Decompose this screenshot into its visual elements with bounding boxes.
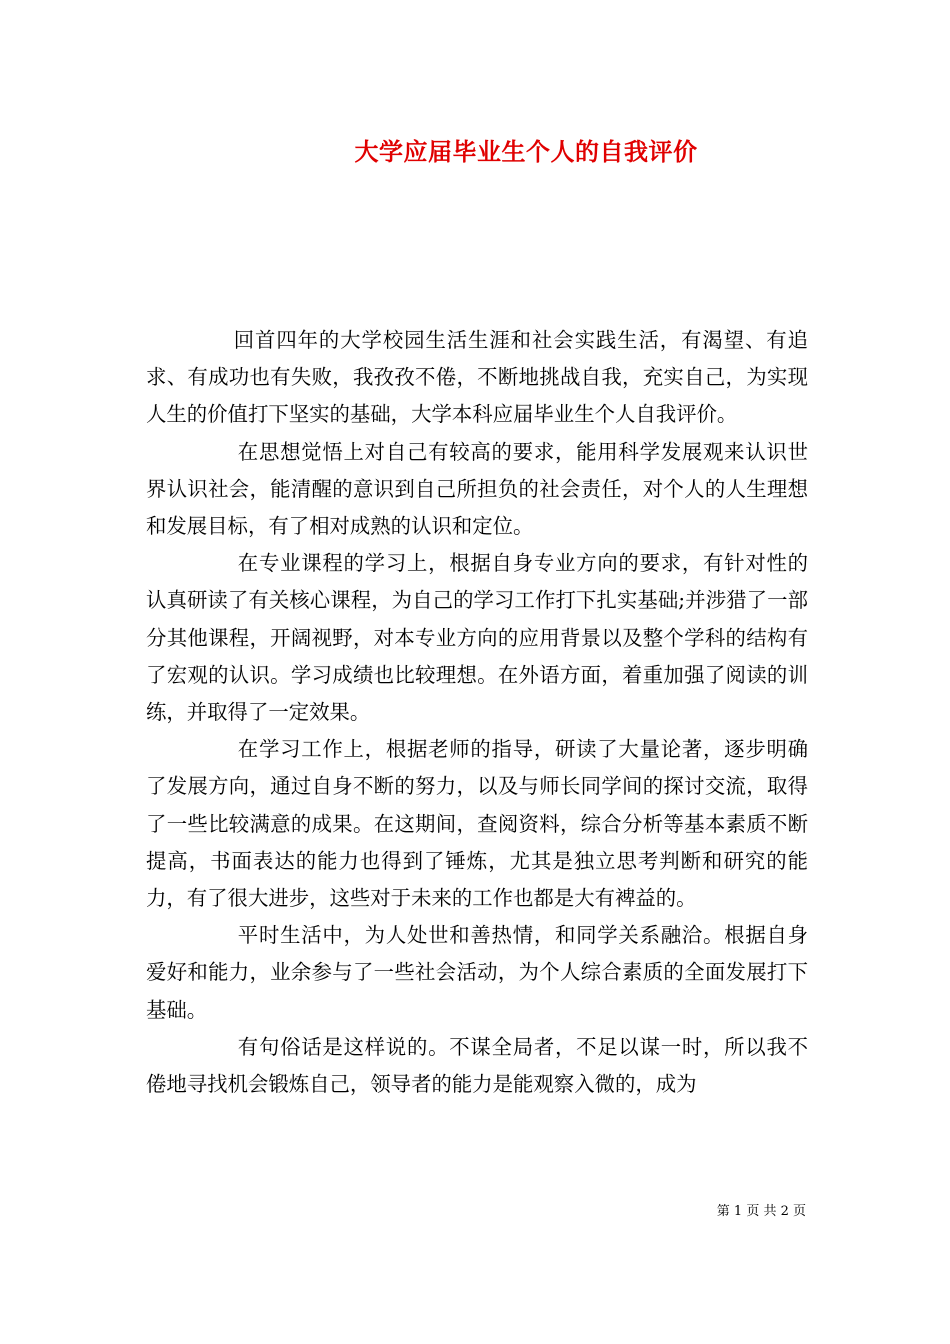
paragraph-3: 在专业课程的学习上，根据自身专业方向的要求，有针对性的认真研读了有关核心课程，为自己的学习工作打下扎实基础;并涉猎了一部分其他课程，开阔视野，对本专业方向的应用背景以及整个学科的结构有了宏观的认识。学习成绩也比较理想。在外语方面，着重加强了阅读的训练，并取得了一定效果。 bbox=[146, 551, 808, 725]
document-body bbox=[146, 322, 808, 1103]
paragraph-5: 平时生活中，为人处世和善热情，和同学关系融洽。根据自身爱好和能力，业余参与了一些社会活动，为个人综合素质的全面发展打下基础。 bbox=[146, 923, 808, 1022]
paragraph-1: 回首四年的大学校园生活生涯和社会实践生活，有渴望、有追求、有成功也有失败，我孜孜不倦，不断地挑战自我，充实自己，为实现人生的价值打下坚实的基础，大学本科应届毕业生个人自我评价。 bbox=[146, 328, 808, 427]
paragraph-2: 在思想觉悟上对自己有较高的要求，能用科学发展观来认识世界认识社会，能清醒的意识到自己所担负的社会责任，对个人的人生理想和发展目标，有了相对成熟的认识和定位。 bbox=[146, 439, 808, 539]
page-number: 第 1 页 共 2 页 bbox=[716, 1204, 806, 1219]
paragraph-4: 在学习工作上，根据老师的指导，研读了大量论著，逐步明确了发展方向，通过自身不断的努力，以及与师长同学间的探讨交流，取得了一些比较满意的成果。在这期间，查阅资料，综合分析等基本素质不断提高，书面表达的能力也得到了锤炼，尤其是独立思考判断和研究的能力，有了很大进步，这些对于未来的工作也都是大有裨益的。 bbox=[146, 737, 808, 911]
paragraph-6: 有句俗话是这样说的。不谋全局者，不足以谋一时，所以我不倦地寻找机会锻炼自己，领导者的能力是能观察入微的，成为 bbox=[146, 1034, 808, 1097]
document-title: 大学应届毕业生个人的自我评价 bbox=[354, 137, 698, 166]
